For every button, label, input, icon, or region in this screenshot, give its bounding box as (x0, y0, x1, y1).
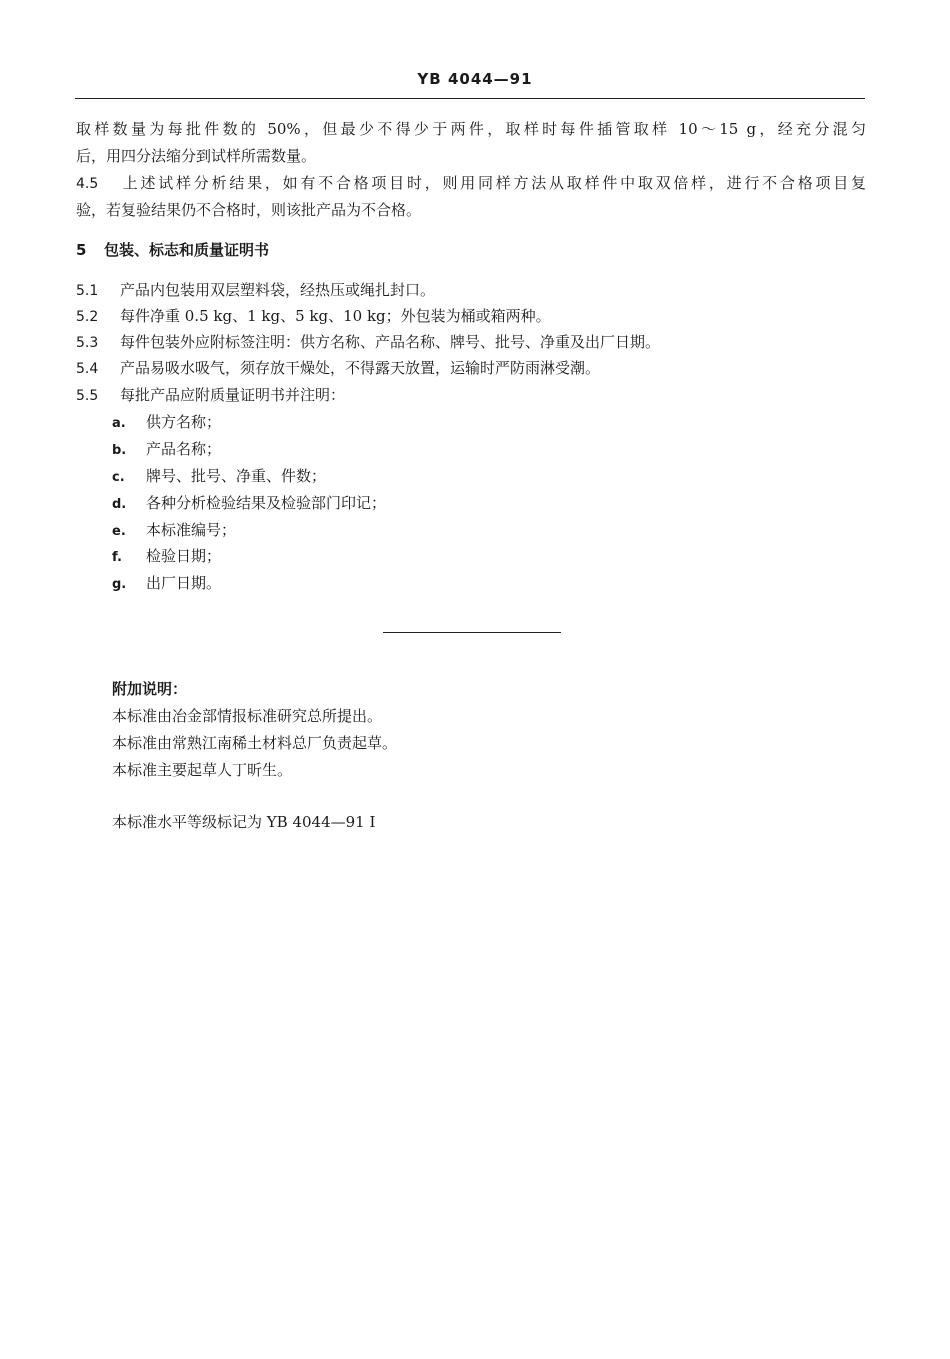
clause-text: 上述试样分析结果，如有不合格项目时，则用同样方法从取样件中取双倍样，进行不合格项目复 (120, 174, 866, 192)
clause-text: 每批产品应附质量证明书并注明： (120, 386, 346, 404)
clause-number: 5.1 (76, 283, 99, 299)
list-item (112, 573, 221, 595)
list-item-letter: c. (112, 470, 125, 485)
list-item (112, 493, 386, 515)
list-item-text: 本标准编号； (146, 521, 237, 539)
section-5-title (76, 239, 269, 260)
list-item-letter: b. (112, 443, 127, 458)
list-item-text: 检验日期； (146, 547, 222, 565)
section-title-text: 包装、标志和质量证明书 (104, 241, 270, 259)
header-rule (75, 98, 865, 99)
clause-text: 产品易吸水吸气，须存放干燥处，不得露天放置，运输时严防雨淋受潮。 (120, 359, 601, 377)
clause-number: 5.4 (76, 361, 99, 377)
end-divider (383, 632, 561, 633)
list-item-text: 出厂日期。 (146, 574, 222, 592)
clause-number: 4.5 (76, 176, 99, 192)
list-item-text: 牌号、批号、净重、件数； (146, 467, 327, 485)
list-item-letter: a. (112, 416, 126, 431)
standard-code-header: YB 4044—91 (417, 70, 533, 88)
clause-5-1 (76, 280, 435, 301)
list-item (112, 412, 221, 434)
clause-text: 每件净重 0.5 kg、1 kg、5 kg、10 kg；外包装为桶或箱两种。 (120, 307, 551, 325)
list-item-text: 各种分析检验结果及检验部门印记； (146, 494, 387, 512)
section-number: 5 (76, 241, 87, 259)
clause-text: 每件包装外应附标签注明：供方名称、产品名称、牌号、批号、净重及出厂日期。 (120, 333, 661, 351)
clause-5-5 (76, 385, 345, 406)
list-item-text: 供方名称； (146, 413, 222, 431)
list-item-letter: f. (112, 550, 122, 565)
list-item (112, 466, 326, 488)
notes-line: 本标准由常熟江南稀土材料总厂负责起草。 (112, 734, 398, 752)
list-item-text: 产品名称； (146, 440, 222, 458)
list-item-letter: e. (112, 524, 126, 539)
clause-number: 5.5 (76, 388, 99, 404)
list-item-letter: d. (112, 497, 127, 512)
clause-4-5-line-1 (76, 173, 866, 194)
clause-5-2 (76, 306, 551, 327)
notes-line: 本标准主要起草人丁昕生。 (112, 761, 293, 779)
list-item (112, 439, 221, 461)
clause-5-3 (76, 332, 660, 353)
clause-4-5-line-2: 验，若复验结果仍不合格时，则该批产品为不合格。 (76, 201, 422, 219)
notes-line: 本标准由冶金部情报标准研究总所提出。 (112, 707, 383, 725)
sampling-text-line-1: 取样数量为每批件数的 50%，但最少不得少于两件，取样时每件插管取样 10～15 g，经充分混匀 (76, 120, 866, 138)
list-item (112, 520, 236, 542)
notes-title: 附加说明： (112, 680, 188, 698)
list-item (112, 546, 221, 568)
clause-5-4 (76, 358, 600, 379)
clause-text: 产品内包装用双层塑料袋，经热压或绳扎封口。 (120, 281, 436, 299)
standard-level-note: 本标准水平等级标记为 YB 4044—91 I (112, 813, 376, 831)
clause-number: 5.3 (76, 335, 99, 351)
sampling-text-line-2: 后，用四分法缩分到试样所需数量。 (76, 147, 317, 165)
list-item-letter: g. (112, 577, 127, 592)
clause-number: 5.2 (76, 309, 99, 325)
